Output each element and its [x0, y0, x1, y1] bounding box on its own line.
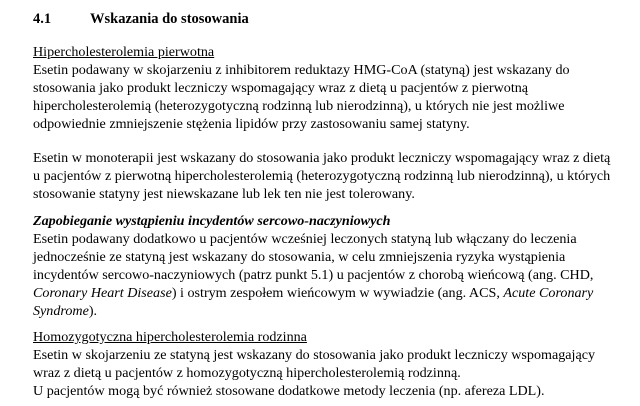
paragraph-line: stosowanie statyny jest niewskazane lub lek ten nie jest tolerowany.: [33, 186, 415, 202]
text-run: ) i ostrym zespołem wieńcowym w wywiadzie (ang. ACS,: [171, 285, 504, 301]
section-number: 4.1: [33, 11, 52, 27]
paragraph-line: Esetin podawany w skojarzeniu z inhibitorem reduktazy HMG-CoA (statyną) jest wskazany do: [33, 62, 570, 78]
subheading-cardiovascular-prevention: Zapobieganie wystąpieniu incydentów sercowo-naczyniowych: [33, 213, 391, 229]
paragraph-line: wraz z dietą u pacjentów z homozygotyczną hipercholesterolemią rodzinną.: [33, 365, 461, 381]
paragraph-line: [33, 284, 593, 302]
paragraph-line: hipercholesterolemią (heterozygotyczną rodzinną lub nierodzinną), u których nie jest możliwe: [33, 98, 565, 114]
section-heading: [33, 9, 249, 29]
subheading-primary-hypercholesterolemia: Hipercholesterolemia pierwotna: [33, 44, 215, 60]
paragraph-line: Esetin w monoterapii jest wskazany do stosowania jako produkt leczniczy wspomagający wraz z dietą: [33, 150, 611, 166]
italic-term: Syndrome: [33, 303, 89, 319]
paragraph-line: stosowania jako produkt leczniczy wspomagający wraz z dietą u pacjentów z pierwotną: [33, 80, 529, 96]
paragraph-line: jednocześnie ze statyną jest wskazany do stosowania, w celu zmniejszenia ryzyka wystąpienia: [33, 249, 566, 265]
paragraph-line: U pacjentów mogą być również stosowane dodatkowe metody leczenia (np. afereza LDL).: [33, 383, 545, 399]
paragraph-line: incydentów sercowo-naczyniowych (patrz punkt 5.1) u pacjentów z chorobą wieńcową (ang. CHD,: [33, 267, 594, 283]
subheading-homozygous-hypercholesterolemia: Homozygotyczna hipercholesterolemia rodzinna: [33, 329, 307, 345]
paragraph-line: u pacjentów z pierwotną hipercholesterolemią (heterozygotyczną rodzinną lub nierodzinną), u których: [33, 168, 611, 184]
paragraph-line: [33, 302, 97, 320]
paragraph-line: odpowiednie zmniejszenie stężenia lipidów przy zastosowaniu samej statyny.: [33, 116, 470, 132]
paragraph-line: Esetin w skojarzeniu ze statyną jest wskazany do stosowania jako produkt leczniczy wspomagający: [33, 347, 596, 363]
paragraph-line: Esetin podawany dodatkowo u pacjentów wcześniej leczonych statyną lub włączany do leczenia: [33, 231, 577, 247]
italic-term: Acute Coronary: [503, 285, 594, 301]
italic-term: Coronary Heart Disease: [33, 285, 172, 301]
text-run: ).: [88, 303, 98, 319]
section-title: Wskazania do stosowania: [90, 11, 249, 27]
